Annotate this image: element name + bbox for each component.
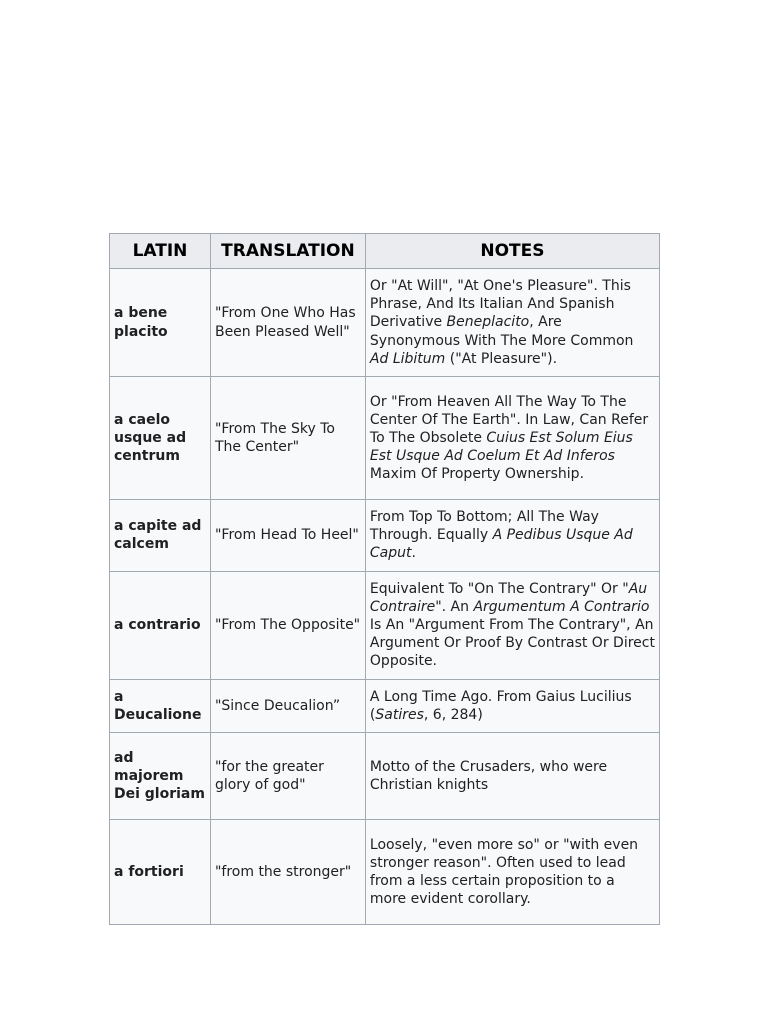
table-row (110, 500, 660, 572)
translation: "From The Opposite" (210, 571, 365, 679)
latin-phrase: a bene placito (110, 269, 211, 377)
header-translation: TRANSLATION (210, 234, 365, 269)
notes-text: Loosely, "even more so" or "with even stronger reason". Often used to lead from a less certain proposition to a more evident corollary. (369, 836, 639, 908)
notes (365, 377, 659, 500)
notes-text: Or "At Will", "At One's Pleasure". This Phrase, And Its Italian And Spanish Derivative (369, 278, 631, 331)
translation: "Since Deucalion” (210, 679, 365, 732)
table-body (110, 269, 660, 925)
notes-text: Is An "Argument From The Contrary", An Argument Or Proof By Contrast Or Direct Opposite. (369, 617, 655, 670)
translation: "for the greater glory of god" (210, 733, 365, 820)
translation: "From Head To Heel" (210, 500, 365, 572)
notes-text: Maxim Of Property Ownership. (369, 466, 585, 483)
notes-text: Or "From Heaven All The Way To The Center Of The Earth". In Law, Can Refer To The Obsolete (369, 393, 649, 446)
notes-italic-term: Beneplacito (446, 314, 530, 331)
notes-italic-term: Argumentum A Contrario (473, 598, 650, 615)
notes-text: A Long Time Ago. From Gaius Lucilius ( (369, 688, 632, 723)
notes-text: Equivalent To "On The Contrary" Or " (369, 580, 629, 597)
notes-text: Motto of the Crusaders, who were Christian knights (369, 758, 608, 794)
table-row (110, 269, 660, 377)
latin-phrase: a contrario (110, 571, 211, 679)
notes (365, 269, 659, 377)
table-row (110, 733, 660, 820)
translation: "From One Who Has Been Pleased Well" (210, 269, 365, 377)
notes-italic-term: Satires (375, 706, 424, 723)
latin-phrase: a fortiori (110, 820, 211, 925)
notes-italic-term: Cuius Est Solum Eius Est Usque Ad Coelum Et Ad Inferos (369, 429, 633, 465)
notes-text: ". An (435, 598, 474, 615)
notes-text: , Are Synonymous With The More Common (369, 314, 634, 349)
notes (365, 500, 659, 572)
table-row (110, 679, 660, 732)
latin-phrase: a caelo usque ad centrum (110, 377, 211, 500)
notes-text: From Top To Bottom; All The Way Through. Equally (369, 509, 599, 544)
latin-phrases-table (109, 233, 660, 925)
notes-text: , 6, 284) (423, 706, 483, 723)
notes (365, 679, 659, 732)
latin-phrase: a Deucalione (110, 679, 211, 732)
notes-italic-term: Ad Libitum (369, 350, 446, 367)
notes-text: . (411, 545, 416, 562)
latin-phrase: a capite ad calcem (110, 500, 211, 572)
header-notes: NOTES (365, 234, 659, 269)
table-row (110, 571, 660, 679)
latin-phrase: ad majorem Dei gloriam (110, 733, 211, 820)
notes (365, 820, 659, 925)
table-row (110, 820, 660, 925)
notes-italic-term: Au Contraire (369, 580, 648, 615)
translation: "From The Sky To The Center" (210, 377, 365, 500)
notes (365, 733, 659, 820)
notes (365, 571, 659, 679)
header-latin: LATIN (110, 234, 211, 269)
notes-italic-term: A Pedibus Usque Ad Caput (369, 527, 633, 562)
table-row (110, 377, 660, 500)
table-header-row (110, 234, 660, 269)
notes-text: ("At Pleasure"). (445, 350, 558, 367)
translation: "from the stronger" (210, 820, 365, 925)
